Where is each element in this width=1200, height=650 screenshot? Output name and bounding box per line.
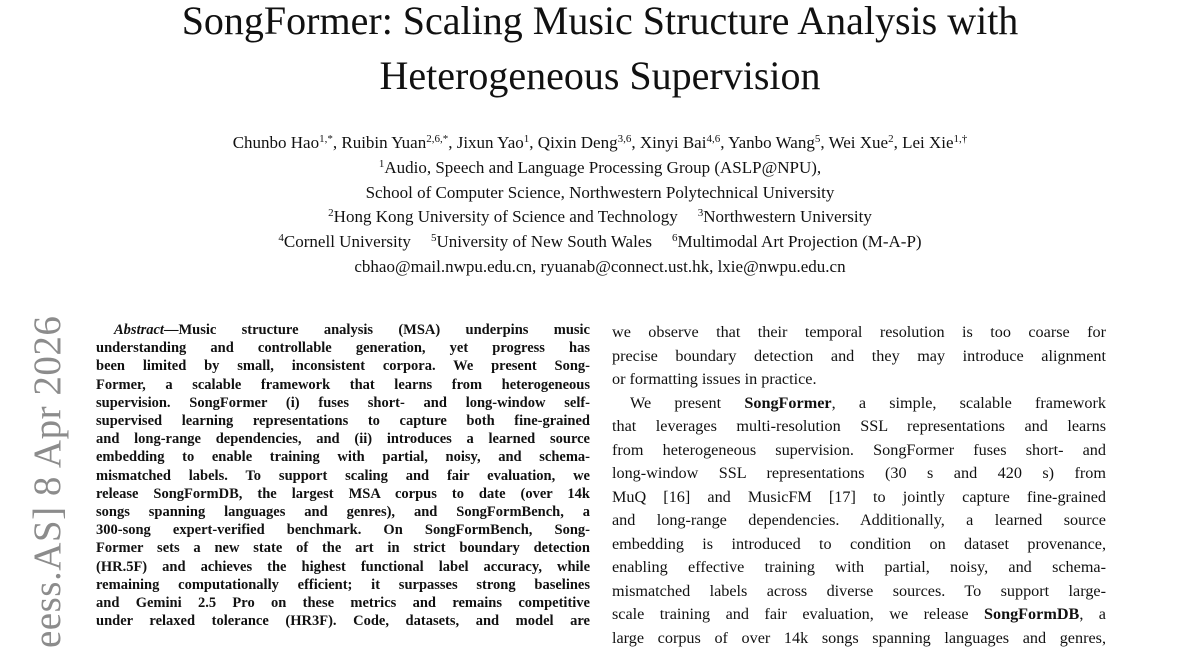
abstract-line: mismatched labels. To support scaling and fair evaluation, we xyxy=(96,467,590,485)
abstract-line: embedding to enable training with partial, noisy, and schema- xyxy=(96,448,590,466)
bold-term-songformdb: SongFormDB xyxy=(984,605,1079,623)
abstract-line: understanding and controllable generation, yet progress has xyxy=(96,339,590,357)
author-sup: 3,6 xyxy=(618,133,632,145)
abstract-text: —Music structure analysis (MSA) underpins music xyxy=(164,322,590,338)
body-line: long-window SSL representations (30 s and 420 s) from xyxy=(612,462,1106,486)
body-line xyxy=(612,392,1106,416)
author: Xinyi Bai xyxy=(640,133,707,152)
abstract-line: supervised learning representations to capture both fine-grained xyxy=(96,412,590,430)
author-sup: 1,* xyxy=(319,133,333,145)
abstract-line: Former, a scalable framework that learns from heterogeneous xyxy=(96,376,590,394)
abstract xyxy=(96,321,590,630)
aff-sup: 6 xyxy=(672,232,678,244)
body-line: mismatched labels across diverse sources. To support large- xyxy=(612,580,1106,604)
author: Ruibin Yuan xyxy=(341,133,426,152)
body-line: large corpus of over 14k songs spanning languages and genres, xyxy=(612,627,1106,650)
author-sup: 1,† xyxy=(954,133,968,145)
abstract-line xyxy=(96,321,590,339)
body-text: , a xyxy=(1079,605,1106,623)
body-line: from heterogeneous supervision. SongFormer fuses short- and xyxy=(612,439,1106,463)
abstract-line: release SongFormDB, the largest MSA corpus to date (over 14k xyxy=(96,485,590,503)
affiliation-aslp xyxy=(0,157,1200,179)
abstract-line: 300-song expert-verified benchmark. On SongFormBench, Song- xyxy=(96,521,590,539)
body-line: embedding is introduced to condition on dataset provenance, xyxy=(612,533,1106,557)
body-line xyxy=(612,603,1106,627)
aff-sup: 1 xyxy=(379,158,385,170)
aff-sup: 4 xyxy=(278,232,284,244)
author: Lei Xie xyxy=(902,133,953,152)
abstract-line: under relaxed tolerance (HR3F). Code, datasets, and model are xyxy=(96,612,590,630)
affiliation-nwu: Northwestern University xyxy=(703,207,872,226)
title-line-2: Heterogeneous Supervision xyxy=(0,52,1200,100)
affiliation-row-4-6 xyxy=(0,231,1200,253)
bold-term-songformer: SongFormer xyxy=(744,394,831,412)
body-line: or formatting issues in practice. xyxy=(612,368,1106,392)
author: Jixun Yao xyxy=(457,133,524,152)
author: Wei Xue xyxy=(829,133,889,152)
aff-text: Audio, Speech and Language Processing Group (ASLP@NPU), xyxy=(384,158,821,177)
aff-sup: 2 xyxy=(328,207,334,219)
abstract-line: songs spanning languages and genres), and SongFormBench, a xyxy=(96,503,590,521)
author: Qixin Deng xyxy=(538,133,618,152)
affiliation-row-2-3 xyxy=(0,206,1200,228)
body-text: scale training and fair evaluation, we release xyxy=(612,605,984,623)
author-list: Chunbo Hao$^{1,*}$, Ruibin Yuan$^{2,6,*}$, Jixun Yao$^1$, Qixin Deng$^{3,6}$, Xinyi Bai$^{4,6}$, Yanbo Wang$^5$, Wei Xue$^2$, Lei Xie$^{1,\dagger}$ xyxy=(0,132,1200,154)
abstract-line: (HR.5F) and achieves the highest functional label accuracy, while xyxy=(96,558,590,576)
affiliation-school: School of Computer Science, Northwestern Polytechnical University xyxy=(0,182,1200,204)
abstract-line: Former sets a new state of the art in strict boundary detection xyxy=(96,539,590,557)
author-emails: cbhao@mail.nwpu.edu.cn, ryuanab@connect.ust.hk, lxie@nwpu.edu.cn xyxy=(0,256,1200,278)
affiliation-unsw: University of New South Wales xyxy=(436,232,652,251)
author-sup: 2,6,* xyxy=(426,133,448,145)
author: Chunbo Hao xyxy=(233,133,319,152)
abstract-line: and Gemini 2.5 Pro on these metrics and remains competitive xyxy=(96,594,590,612)
aff-sup: 3 xyxy=(698,207,704,219)
arxiv-side-stamp: eess.AS] 8 Apr 2026 xyxy=(25,316,70,648)
author: Yanbo Wang xyxy=(728,133,815,152)
body-line: we observe that their temporal resolution is too coarse for xyxy=(612,321,1106,345)
body-line: that leverages multi-resolution SSL representations and learns xyxy=(612,415,1106,439)
aff-sup: 5 xyxy=(431,232,437,244)
abstract-line: been limited by small, inconsistent corpora. We present Song- xyxy=(96,357,590,375)
author-sup: 5 xyxy=(815,133,821,145)
affiliation-map: Multimodal Art Projection (M-A-P) xyxy=(677,232,921,251)
affiliation-cornell: Cornell University xyxy=(284,232,411,251)
body-text: , a simple, scalable framework xyxy=(832,394,1106,412)
body-line: enabling effective training with partial, noisy, and schema- xyxy=(612,556,1106,580)
abstract-label: Abstract xyxy=(114,322,164,338)
author-sup: 2 xyxy=(888,133,894,145)
author-sup: 4,6 xyxy=(706,133,720,145)
body-line: precise boundary detection and they may introduce alignment xyxy=(612,345,1106,369)
abstract-line: remaining computationally efficient; it surpasses strong baselines xyxy=(96,576,590,594)
abstract-line: supervision. SongFormer (i) fuses short- and long-window self- xyxy=(96,394,590,412)
body-column-right xyxy=(612,321,1106,650)
body-text: We present xyxy=(630,394,744,412)
body-line: and long-range dependencies. Additionally, a learned source xyxy=(612,509,1106,533)
title-line-1: SongFormer: Scaling Music Structure Analysis with xyxy=(0,0,1200,45)
affiliation-hkust: Hong Kong University of Science and Technology xyxy=(334,207,678,226)
abstract-line: and long-range dependencies, and (ii) introduces a learned source xyxy=(96,430,590,448)
body-line: MuQ [16] and MusicFM [17] to jointly capture fine-grained xyxy=(612,486,1106,510)
author-sup: 1 xyxy=(524,133,530,145)
